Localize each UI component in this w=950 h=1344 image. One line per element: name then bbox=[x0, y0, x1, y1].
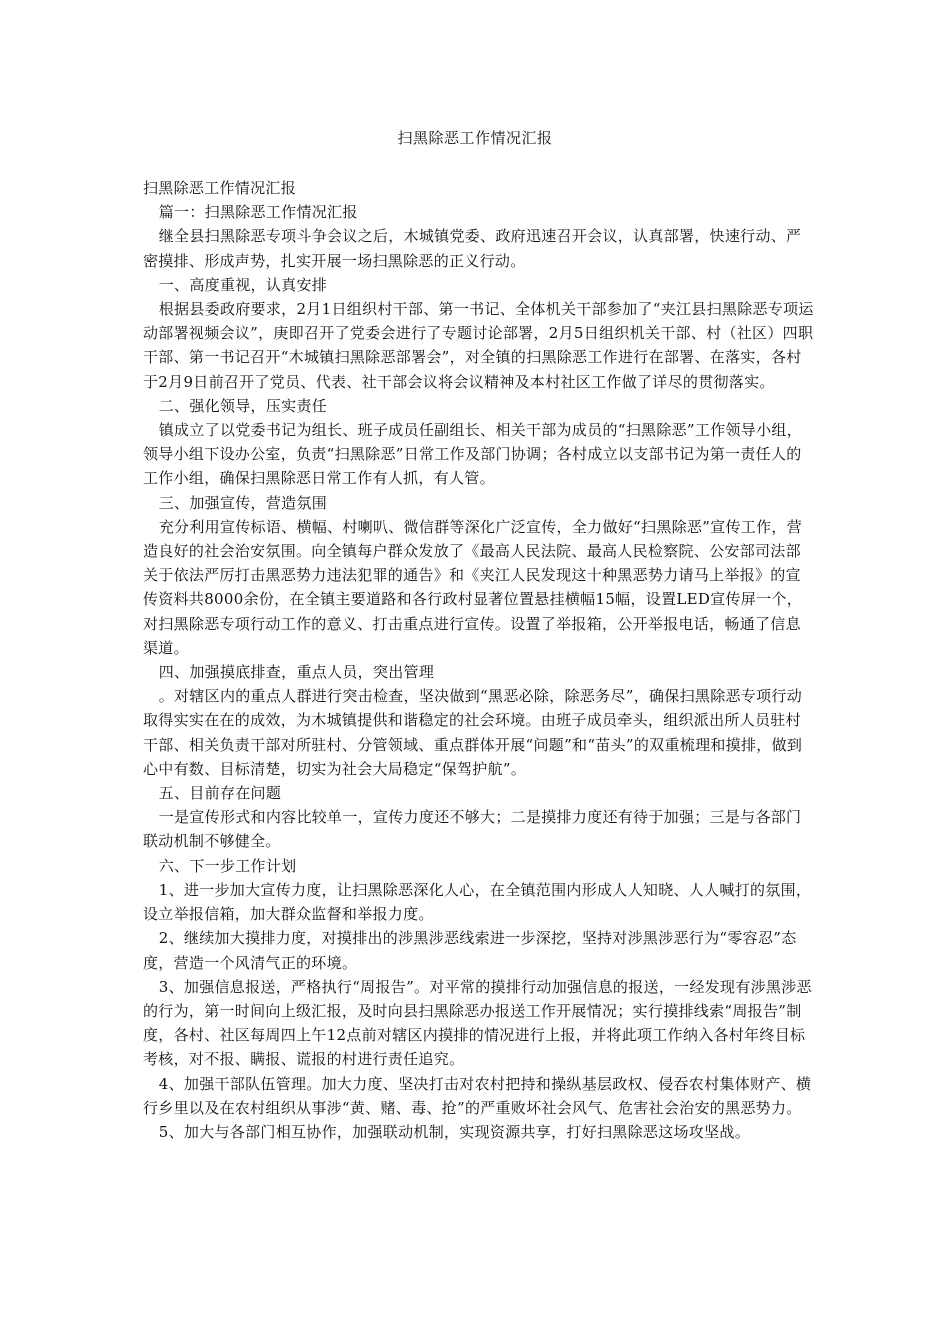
document-subtitle: 扫黑除恶工作情况汇报 bbox=[143, 179, 297, 197]
section-paragraph-2: 镇成立了以党委书记为组长、班子成员任副组长、相关干部为成员的“扫黑除恶”工作领导小组，领导小组下设办公室，负责“扫黑除恶”日常工作及部门协调；各村成立以支部书记为第一责任人的工作小组，确保扫黑除恶日常工作有人抓，有人管。 bbox=[143, 421, 802, 488]
section-heading-3: 三、加强宣传，营造氛围 bbox=[158, 493, 328, 512]
document-title: 扫黑除恶工作情况汇报 bbox=[397, 129, 553, 147]
section-paragraph-3: 充分利用宣传标语、横幅、村喇叭、微信群等深化广泛宣传，全力做好“扫黑除恶”宣传工作，营造良好的社会治安氛围。向全镇每户群众发放了《最高人民法院、最高人民检察院、公安部司法部关于依法严厉打击黑恶势力违法犯罪的通告》和《夹江人民发现这十种黑恶势力请马上举报》的宣传资料共8000余份，在全镇主要道路和各行政村显著位置悬挂横幅15幅，设置LED宣传屏一个，对扫黑除恶专项行动工作的意义、打击重点进行宣传。设置了举报箱，公开举报电话，畅通了信息渠道。 bbox=[143, 517, 803, 657]
intro-paragraph: 继全县扫黑除恶专项斗争会议之后，木城镇党委、政府迅速召开会议，认真部署，快速行动、严密摸排、形成声势，扎实开展一场扫黑除恶的正义行动。 bbox=[143, 227, 802, 270]
section-heading-1: 一、高度重视，认真安排 bbox=[158, 275, 328, 294]
plan-item-5: 5、加大与各部门相互协作，加强联动机制，实现资源共享，打好扫黑除恶这场攻坚战。 bbox=[158, 1122, 750, 1141]
plan-item-1: 1、进一步加大宣传力度，让扫黑除恶深化人心，在全镇范围内形成人人知晓、人人喊打的氛围，设立举报信箱，加大群众监督和举报力度。 bbox=[143, 880, 812, 924]
section-heading-6: 六、下一步工作计划 bbox=[158, 856, 297, 875]
section-paragraph-1: 根据县委政府要求，2月1日组织村干部、第一书记、全体机关干部参加了“夹江县扫黑除恶专项运动部署视频会议”，庚即召开了党委会进行了专题讨论部署，2月5日组织机关干部、村（社区）四职干部、第一书记召开“木城镇扫黑除恶部署会”，对全镇的扫黑除恶工作进行在部署、在落实，各村于2月9日前召开了党员、代表、社干部会议将会议精神及本村社区工作做了详尽的贯彻落实。 bbox=[143, 300, 814, 391]
section-heading-4: 四、加强摸底排查，重点人员，突出管理 bbox=[158, 663, 435, 682]
part-label: 篇一：扫黑除恶工作情况汇报 bbox=[158, 203, 358, 222]
section-paragraph-4: 。对辖区内的重点人群进行突击检查，坚决做到“黑恶必除，除恶务尽”，确保扫黑除恶专项行动取得实实在在的成效，为木城镇提供和谐稳定的社会环境。由班子成员牵头，组织派出所人员驻村干部、相关负责干部对所驻村、分管领域、重点群体开展“问题”和“苗头”的双重梳理和摸排，做到心中有数、目标清楚，切实为社会大局稳定“保驾护航”。 bbox=[143, 687, 803, 778]
plan-item-2: 2、继续加大摸排力度，对摸排出的涉黑涉恶线索进一步深挖，坚持对涉黑涉恶行为“零容忍”态度，营造一个风清气正的环境。 bbox=[143, 929, 797, 972]
section-heading-2: 二、强化领导，压实责任 bbox=[158, 396, 328, 415]
section-paragraph-5: 一是宣传形式和内容比较单一，宣传力度还不够大；二是摸排力度还有待于加强；三是与各部门联动机制不够健全。 bbox=[143, 808, 802, 851]
section-heading-5: 五、目前存在问题 bbox=[158, 784, 282, 803]
document-body bbox=[143, 176, 815, 1144]
plan-item-3: 3、加强信息报送，严格执行“周报告”。对平常的摸排行动加强信息的报送，一经发现有涉黑涉恶的行为，第一时间向上级汇报，及时向县扫黑除恶办报送工作开展情况；实行摸排线索“周报告”制度，各村、社区每周四上午12点前对辖区内摸排的情况进行上报，并将此项工作纳入各村年终目标考核，对不报、瞒报、谎报的村进行责任追究。 bbox=[143, 977, 812, 1069]
plan-item-4: 4、加强干部队伍管理。加大力度、坚决打击对农村把持和操纵基层政权、侵吞农村集体财产、横行乡里以及在农村组织从事涉“黄、赌、毒、抢”的严重败坏社会风气、危害社会治安的黑恶势力。 bbox=[143, 1074, 812, 1117]
